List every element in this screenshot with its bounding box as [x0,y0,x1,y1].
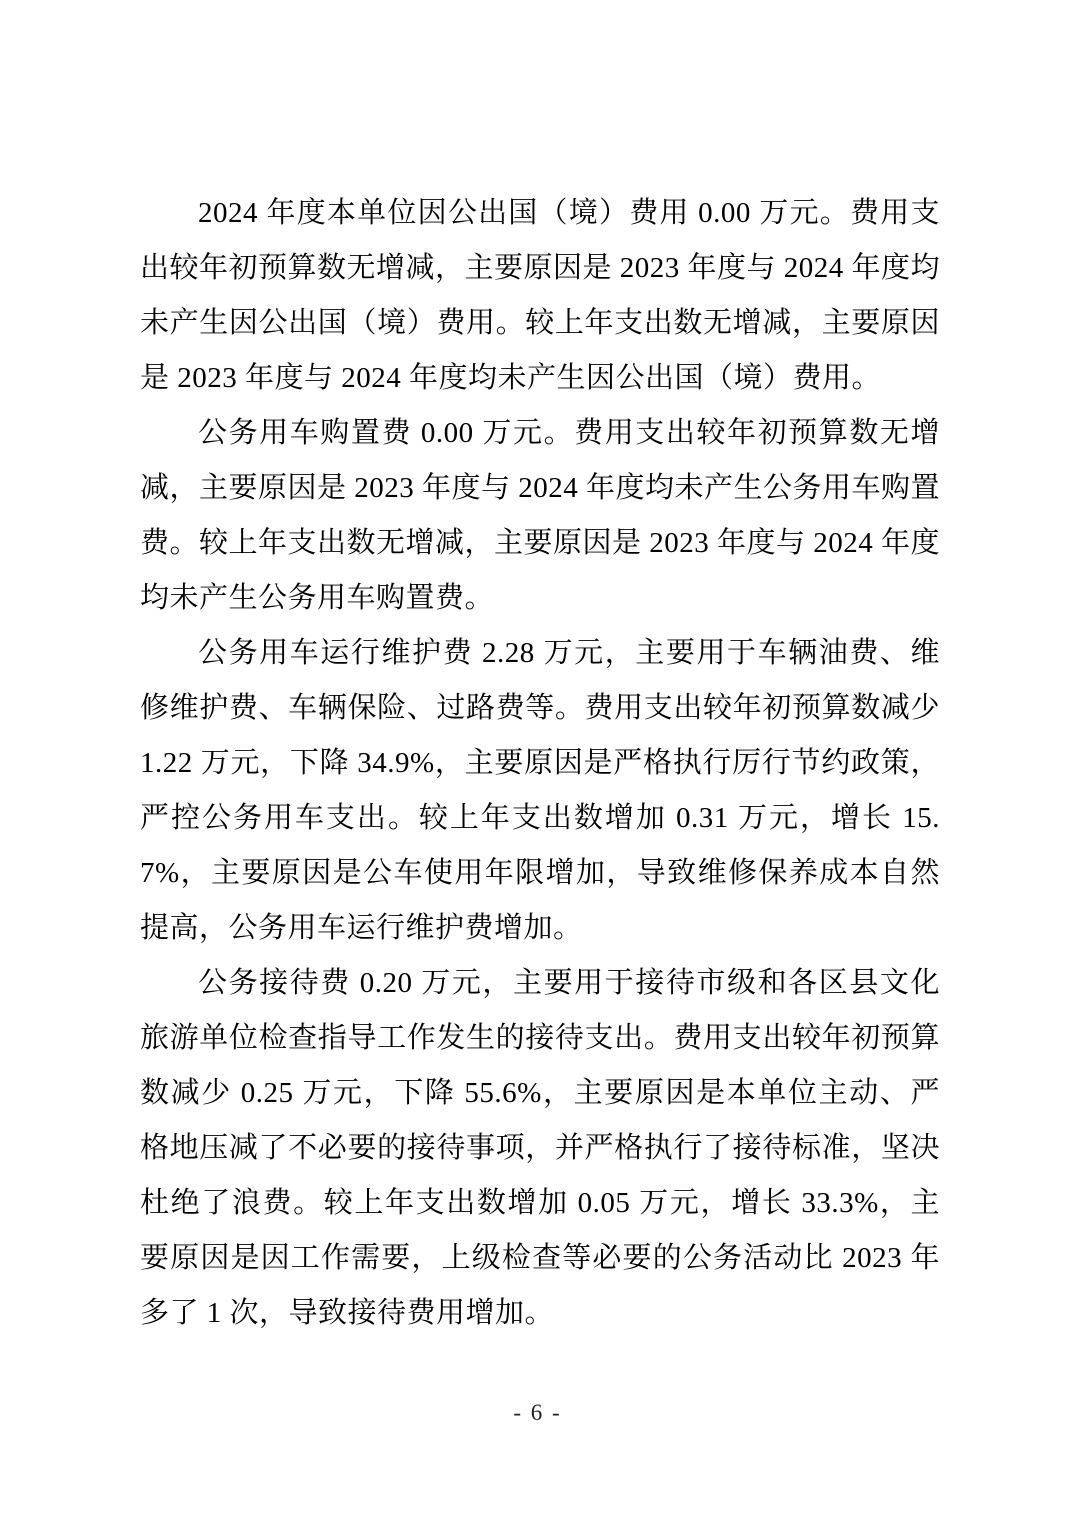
paragraph-vehicle-purchase-expense: 公务用车购置费 0.00 万元。费用支出较年初预算数无增减，主要原因是 2023 年度与 2024 年度均未产生公务用车购置费。较上年支出数无增减，主要原因是 2023 年度与 2024 年度均未产生公务用车购置费。 [140,417,941,614]
paragraph-vehicle-maintenance-expense: 公务用车运行维护费 2.28 万元，主要用于车辆油费、维修维护费、车辆保险、过路费等。费用支出较年初预算数减少 1.22 万元，下降 34.9%，主要原因是严格执行厉行节约政策，严控公务用车支出。较上年支出数增加 0.31 万元，增长 15.7%，主要原因是公车使用年限增加，导致维修保养成本自然提高，公务用车运行维护费增加。 [140,637,940,944]
paragraph-overseas-travel-expense: 2024 年度本单位因公出国（境）费用 0.00 万元。费用支出较年初预算数无增减，主要原因是 2023 年度与 2024 年度均未产生因公出国（境）费用。较上年支出数无增减，主要原因是 2023 年度与 2024 年度均未产生因公出国（境）费用。 [140,197,941,394]
paragraph-official-reception-expense: 公务接待费 0.20 万元，主要用于接待市级和各区县文化旅游单位检查指导工作发生的接待支出。费用支出较年初预算数减少 0.25 万元，下降 55.6%，主要原因是本单位主动、严格地压减了不必要的接待事项，并严格执行了接待标准，坚决杜绝了浪费。较上年支出数增加 0.05 万元，增长 33.3%，主要原因是因工作需要，上级检查等必要的公务活动比 2023 年多了 1 次，导致接待费用增加。 [140,967,940,1329]
document-body [140,186,940,1341]
page-number: - 6 - [513,1400,562,1425]
